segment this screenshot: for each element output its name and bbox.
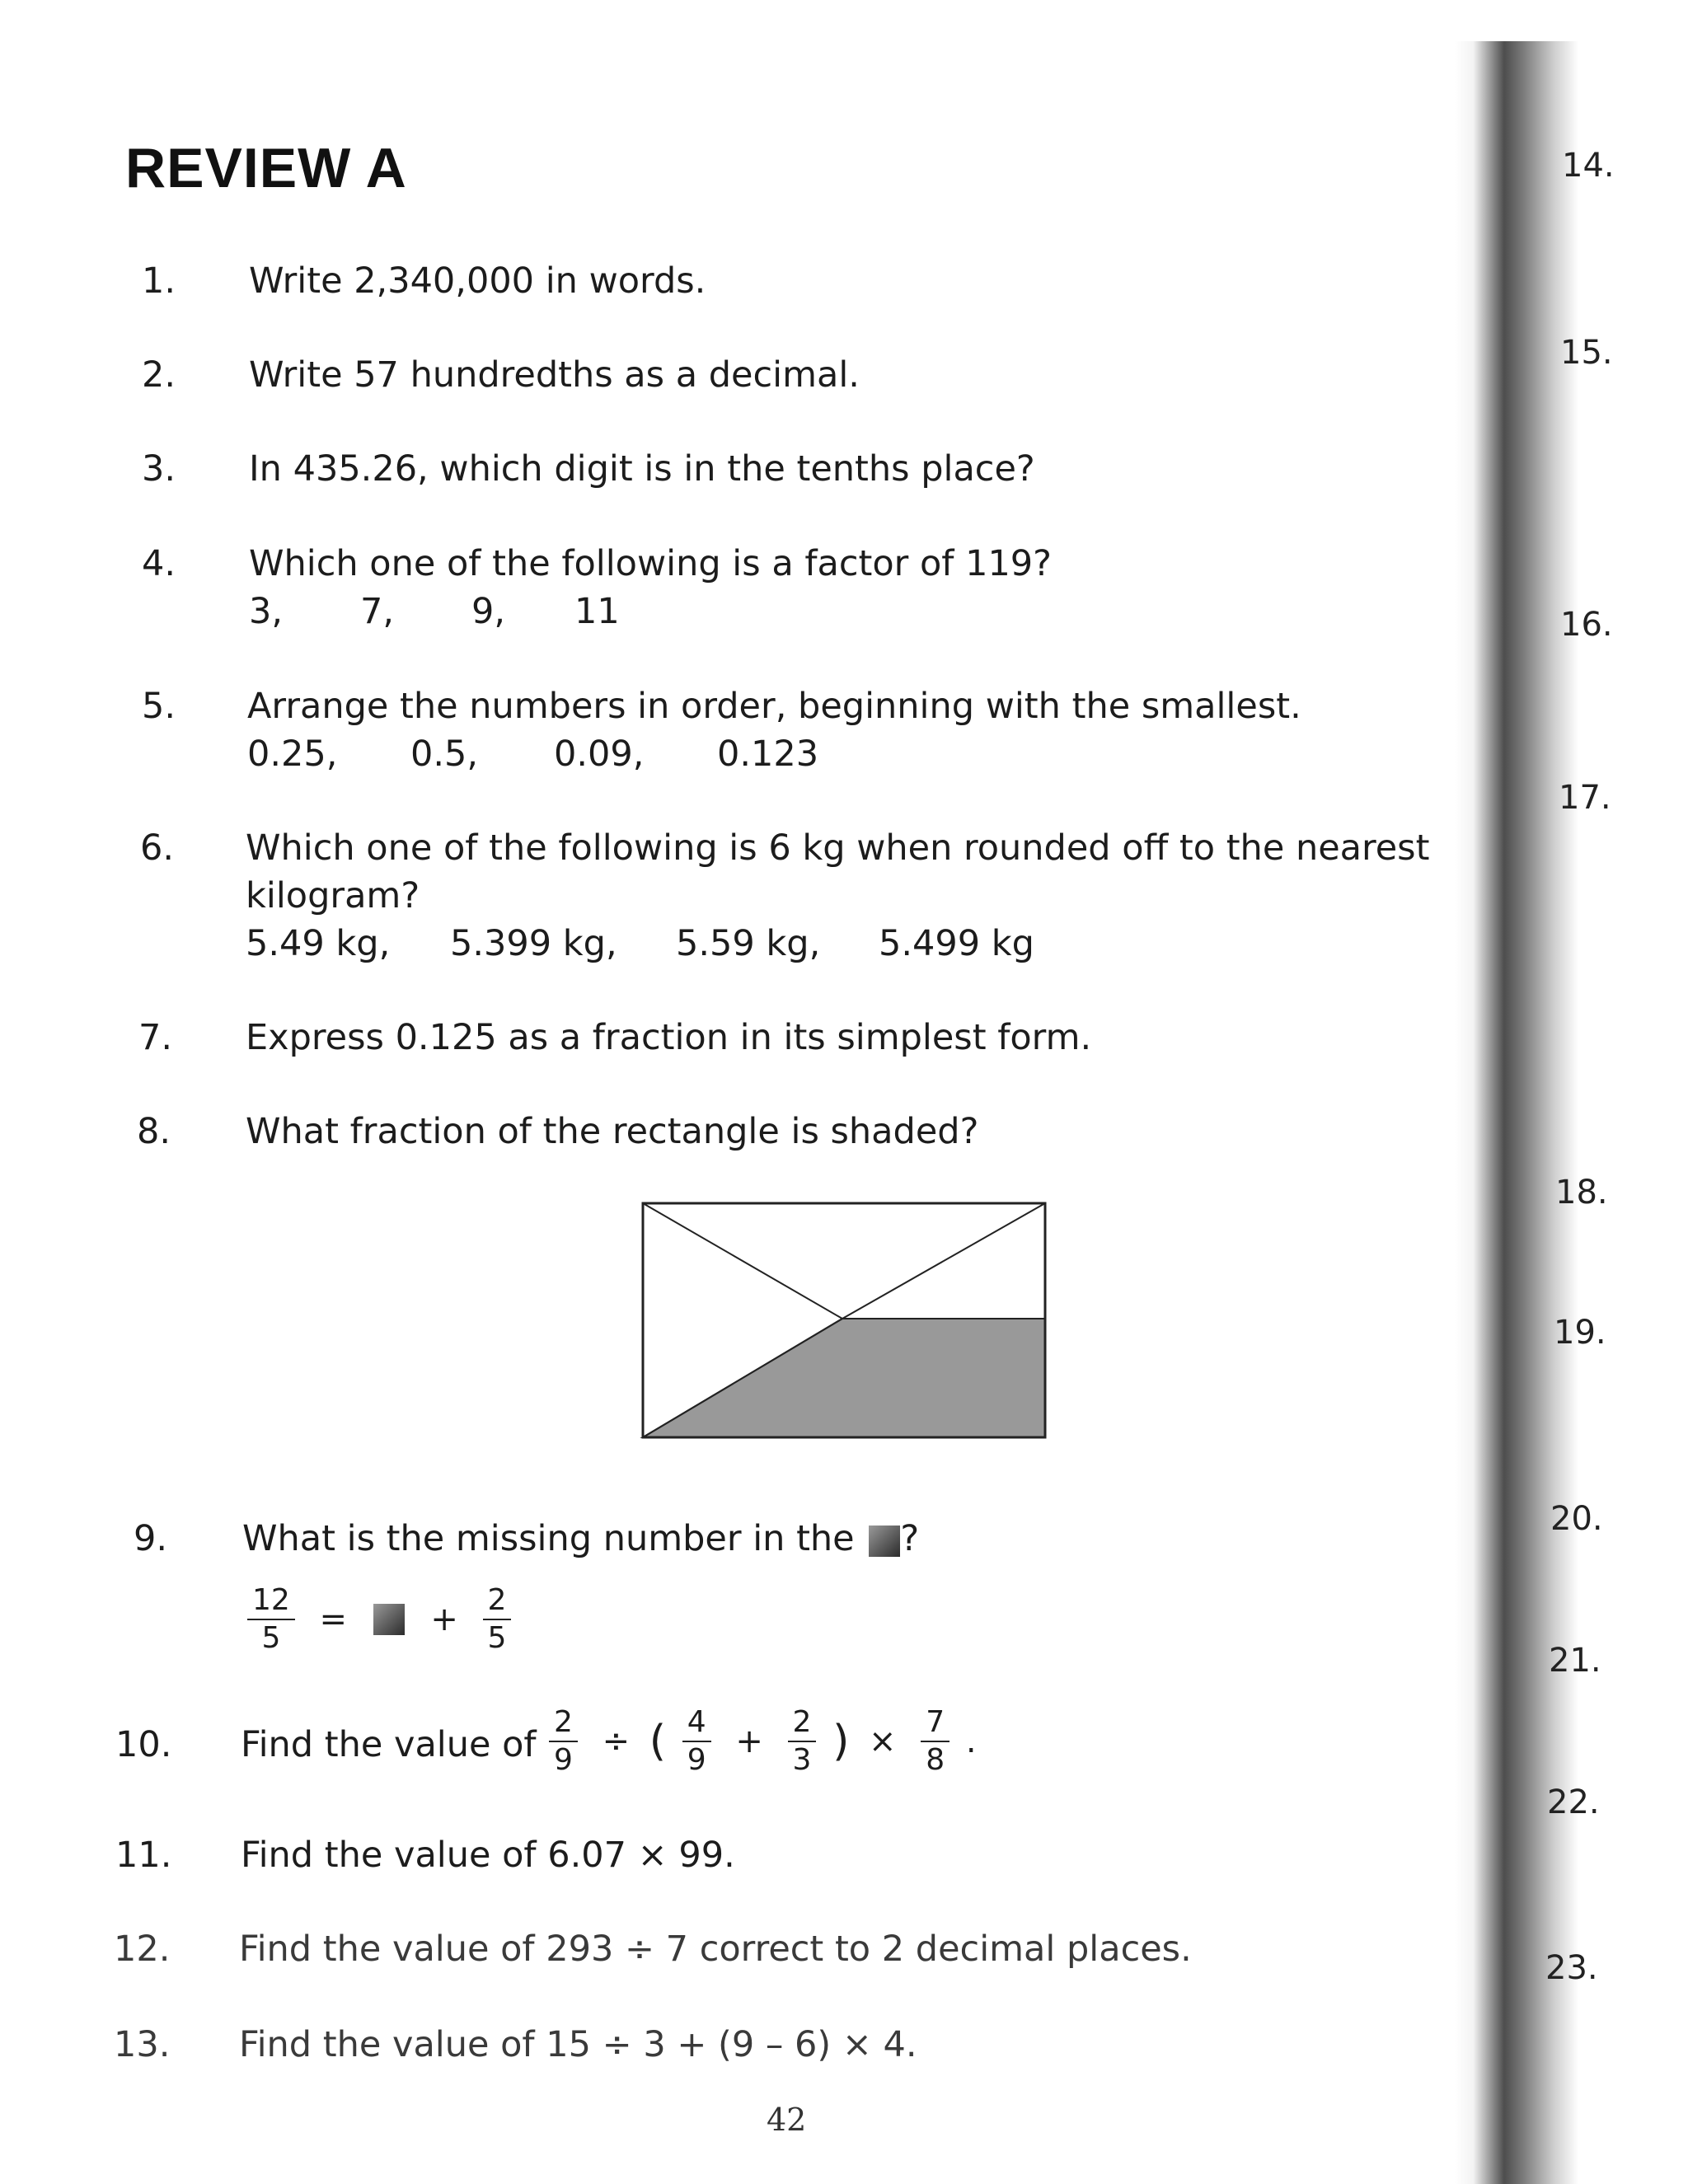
fraction — [788, 1704, 817, 1779]
fraction — [682, 1704, 711, 1779]
equals-sign: = — [319, 1601, 347, 1638]
option: 5.499 kg — [879, 923, 1034, 964]
side-number: 17. — [1559, 779, 1611, 817]
answer-options — [249, 588, 620, 635]
open-paren: ( — [649, 1717, 667, 1766]
answer-options — [247, 730, 818, 778]
diagonal-line — [643, 1203, 842, 1319]
answer-options — [246, 920, 1034, 968]
option: 3, — [249, 591, 284, 632]
numerator: 2 — [788, 1704, 817, 1742]
question-number: 3. — [142, 448, 176, 490]
shaded-region — [643, 1319, 1045, 1437]
fraction — [921, 1704, 950, 1779]
option: 11 — [574, 591, 620, 632]
question-text: In 435.26, which digit is in the tenths place? — [249, 448, 1035, 490]
denominator: 5 — [487, 1621, 507, 1655]
expression-10 — [544, 1704, 985, 1779]
page-number: 42 — [767, 2102, 807, 2138]
numerator: 2 — [549, 1704, 578, 1742]
question-text: Find the value of 15 ÷ 3 + (9 – 6) × 4. — [239, 2024, 917, 2065]
period: . — [965, 1722, 977, 1760]
side-number: 22. — [1547, 1783, 1600, 1821]
question-number: 9. — [134, 1518, 168, 1559]
option: 9, — [471, 591, 506, 632]
question-text-continued: kilogram? — [246, 875, 420, 916]
question-number: 2. — [142, 354, 176, 396]
numerator: 12 — [247, 1582, 295, 1620]
question-number: 5. — [142, 686, 176, 727]
option: 0.123 — [717, 733, 819, 775]
question-text-wrap — [242, 1515, 919, 1563]
denominator: 9 — [687, 1743, 706, 1777]
question-number: 4. — [142, 543, 176, 584]
option: 5.49 kg, — [246, 923, 391, 964]
plus-sign: + — [735, 1722, 763, 1760]
fraction — [483, 1582, 512, 1657]
side-number: 21. — [1549, 1642, 1601, 1680]
plus-sign: + — [430, 1601, 458, 1638]
numerator: 4 — [682, 1704, 711, 1742]
side-number: 14. — [1562, 147, 1615, 185]
option: 5.59 kg, — [676, 923, 821, 964]
question-text: Which one of the following is a factor of 119? — [249, 543, 1052, 584]
side-number: 18. — [1555, 1174, 1608, 1212]
option: 0.09, — [554, 733, 645, 775]
question-number: 12. — [114, 1929, 171, 1970]
question-number: 11. — [115, 1835, 172, 1876]
diagonal-line — [842, 1203, 1045, 1319]
missing-number-box — [373, 1604, 405, 1635]
option: 0.25, — [247, 733, 338, 775]
question-text: Find the value of 293 ÷ 7 correct to 2 decimal places. — [239, 1929, 1192, 1970]
side-number: 15. — [1560, 334, 1613, 372]
denominator: 5 — [261, 1621, 281, 1655]
question-text: What fraction of the rectangle is shaded? — [246, 1111, 979, 1152]
option: 5.399 kg, — [450, 923, 617, 964]
numerator: 2 — [483, 1582, 512, 1620]
denominator: 3 — [792, 1743, 812, 1777]
shaded-rectangle-figure — [640, 1200, 1048, 1441]
denominator: 8 — [926, 1743, 945, 1777]
close-paren: ) — [832, 1717, 850, 1766]
side-number: 19. — [1554, 1314, 1606, 1352]
denominator: 9 — [554, 1743, 573, 1777]
option: 0.5, — [410, 733, 479, 775]
question-text: Write 2,340,000 in words. — [249, 260, 706, 302]
question-text: Arrange the numbers in order, beginning with the smallest. — [247, 686, 1301, 727]
question-number: 6. — [140, 827, 175, 869]
page-title: REVIEW A — [125, 137, 407, 199]
question-number: 13. — [114, 2024, 171, 2065]
question-mark: ? — [900, 1518, 920, 1559]
question-text: Express 0.125 as a fraction in its simplest form. — [246, 1017, 1092, 1058]
question-number: 10. — [115, 1724, 172, 1765]
divide-sign: ÷ — [602, 1722, 631, 1760]
times-sign: × — [869, 1722, 897, 1760]
side-number: 16. — [1560, 606, 1613, 644]
question-number: 8. — [137, 1111, 171, 1152]
side-number: 23. — [1545, 1949, 1598, 1987]
equation-9 — [242, 1582, 516, 1657]
question-text: Find the value of — [241, 1724, 537, 1765]
question-number: 1. — [142, 260, 176, 302]
fraction — [549, 1704, 578, 1779]
option: 7, — [360, 591, 395, 632]
question-number: 7. — [138, 1017, 173, 1058]
question-text: Write 57 hundredths as a decimal. — [249, 354, 860, 396]
numerator: 7 — [921, 1704, 950, 1742]
fraction — [247, 1582, 295, 1657]
missing-number-box — [869, 1526, 900, 1557]
side-number: 20. — [1550, 1500, 1603, 1538]
question-text: What is the missing number in the — [242, 1518, 855, 1559]
question-text: Find the value of 6.07 × 99. — [241, 1835, 735, 1876]
question-text: Which one of the following is 6 kg when rounded off to the nearest — [246, 827, 1430, 869]
